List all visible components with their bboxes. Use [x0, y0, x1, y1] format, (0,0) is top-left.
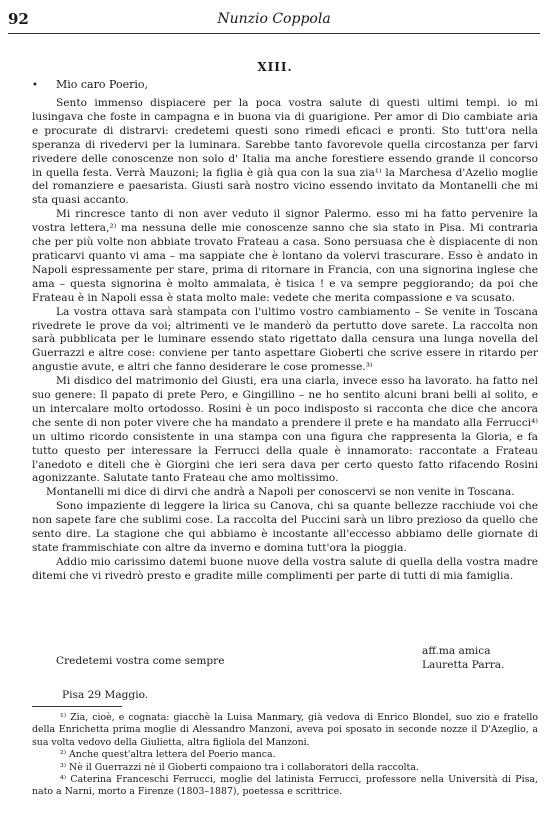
signature: Lauretta Parra. — [422, 658, 505, 671]
letter-date: Pisa 29 Maggio. — [62, 689, 149, 701]
page-header — [8, 10, 540, 30]
footnote: ⁴⁾ Caterina Franceschi Ferrucci, moglie del latinista Ferrucci, professore nella Università di Pisa, nato a Narni, morto a Firenze (1803–1887), poetessa e scrittrice. — [32, 774, 538, 798]
letter-closing — [32, 645, 538, 675]
footnote-rule — [32, 706, 122, 707]
footnote: ¹⁾ Zia, cioè, e cognata: giacchè la Luisa Manmary, già vedova di Enrico Blondel, suo zio e fratello della Enrichetta prima moglie di Alessandro Manzoni, aveva poi sposato in seconde nozze il D'Azeglio, a sua volta vedovo della Giulietta, altra figliola del Manzoni. — [32, 712, 538, 748]
salutation: Mio caro Poerio, — [56, 78, 148, 91]
paragraph: Mi disdico del matrimonio del Giusti, era una ciarla, invece esso ha lavorato. ha fatto nel suo genere: Il papato di prete Pero, e Gingillino – ne ho sentito alcuni brani belli al solito, e un intercalare molto ortodosso. Rosini è un poco indisposto si racconta che dice che ancora che sente di non poter vivere che ha mandato a prendere il prete e ha mandato alla Ferrucci⁴⁾ un ultimo ricordo consistente in una stampa con una figura che rappresenta la Gloria, e fa tutto questo per interessare la Ferrucci della quale è innamorato: raccontate a Frateau l'anedoto e diteli che è Giorgini che ieri sera dava per certo questo fatto rifacendo Rosini agonizzante. Salutate tanto Frateau che amo moltissimo. — [32, 375, 538, 485]
closing-affection: aff.ma amica — [422, 645, 491, 657]
footnote: ³⁾ Nè il Guerrazzi nè il Gioberti compaiono tra i collaboratori della raccolta. — [60, 761, 419, 773]
paragraph: La vostra ottava sarà stampata con l'ultimo vostro cambiamento – Se venite in Toscana rivedrete le prove da voi; altrimenti ve le manderò da pertutto dove sarete. La raccolta non sarà pubblicata per le luminare essendo stato rigettato dalla censura una lunga novella del Guerrazzi e altre cose: conviene per tanto aspettare Gioberti che scrive essere in ritardo per angustie avute, e altri che fanno desiderare le cose promesse.³⁾ — [32, 305, 538, 374]
paragraph: Addio mio carissimo datemi buone nuove della vostra salute di quella della vostra madre ditemi che vi rivedrò presto e gradite mille complimenti per parte di tutti di mia famiglia. — [32, 555, 538, 582]
page-number: 92 — [8, 10, 29, 28]
running-head: Nunzio Coppola — [217, 11, 331, 27]
margin-bullet: • — [32, 80, 38, 91]
closing-formula: Credetemi vostra come sempre — [56, 655, 225, 667]
letter-body — [32, 97, 538, 584]
letter-number: XIII. — [257, 60, 293, 74]
paragraph: Mi rincresce tanto di non aver veduto il signor Palermo. esso mi ha fatto pervenire la vostra lettera,²⁾ ma nessuna delle mie conoscenze sanno che sia stato in Pisa. Mi contraria che per più volte non abbiate trovato Frateau a casa. Sono persuasa che è dispiacente di non praticarvi quanto vi ama – ma sappiate che è lontano da volervi trascurare. Esso è andato in Napoli espressamente per stare, prima di ritornare in Francia, con una signorina inglese che ama – questa signorina è molto ammalata, è tisica ! e va sempre peggiorando; da poi che Frateau è in Napoli essa è stata molto male: vedete che merita compassione e va scusato. — [32, 208, 538, 304]
footnote: ²⁾ Anche quest'altra lettera del Poerio manca. — [60, 749, 276, 761]
signature-block — [422, 645, 504, 673]
paragraph: Sono impaziente di leggere la lirica su Canova, chi sa quante bellezze racchiude voi che non sapete fare che sublimi cose. La raccolta del Puccini sarà un libro prezioso da quello che sento dire. La stagione che qui abbiamo è incostante all'eccesso abbiamo delle giornate di state frammischiate con altre da inverno e domina tutt'ora la pioggia. — [32, 500, 538, 554]
paragraph: Sento immenso dispiacere per la poca vostra salute di questi ultimi tempi. io mi lusingava che foste in campagna e in buona via di guarigione. Per amor di Dio cambiate aria e procurate di distrarvi: credetemi questi sono rimedi eficaci e pronti. Sto tutt'ora nella speranza di rivedervi per la luminara. Sarebbe tanto favorevole quella circostanza per farvi rivedere delle conoscenze non solo d' Italia ma anche forestiere essendo grande il concorso in quella festa. Verrà Mauzoni; la figlia è già qua con la sua zia¹⁾ la Marchesa d'Azelio moglie del romanziere e paesarista. Giusti sarà nostro vicino essendo invitato da Montanelli che mi sta quasi accanto. — [32, 97, 538, 207]
footnotes — [32, 712, 538, 799]
header-rule — [8, 33, 540, 34]
paragraph: Montanelli mi dice di dirvi che andrà a Napoli per conoscervi se non venite in Toscana. — [46, 486, 515, 499]
